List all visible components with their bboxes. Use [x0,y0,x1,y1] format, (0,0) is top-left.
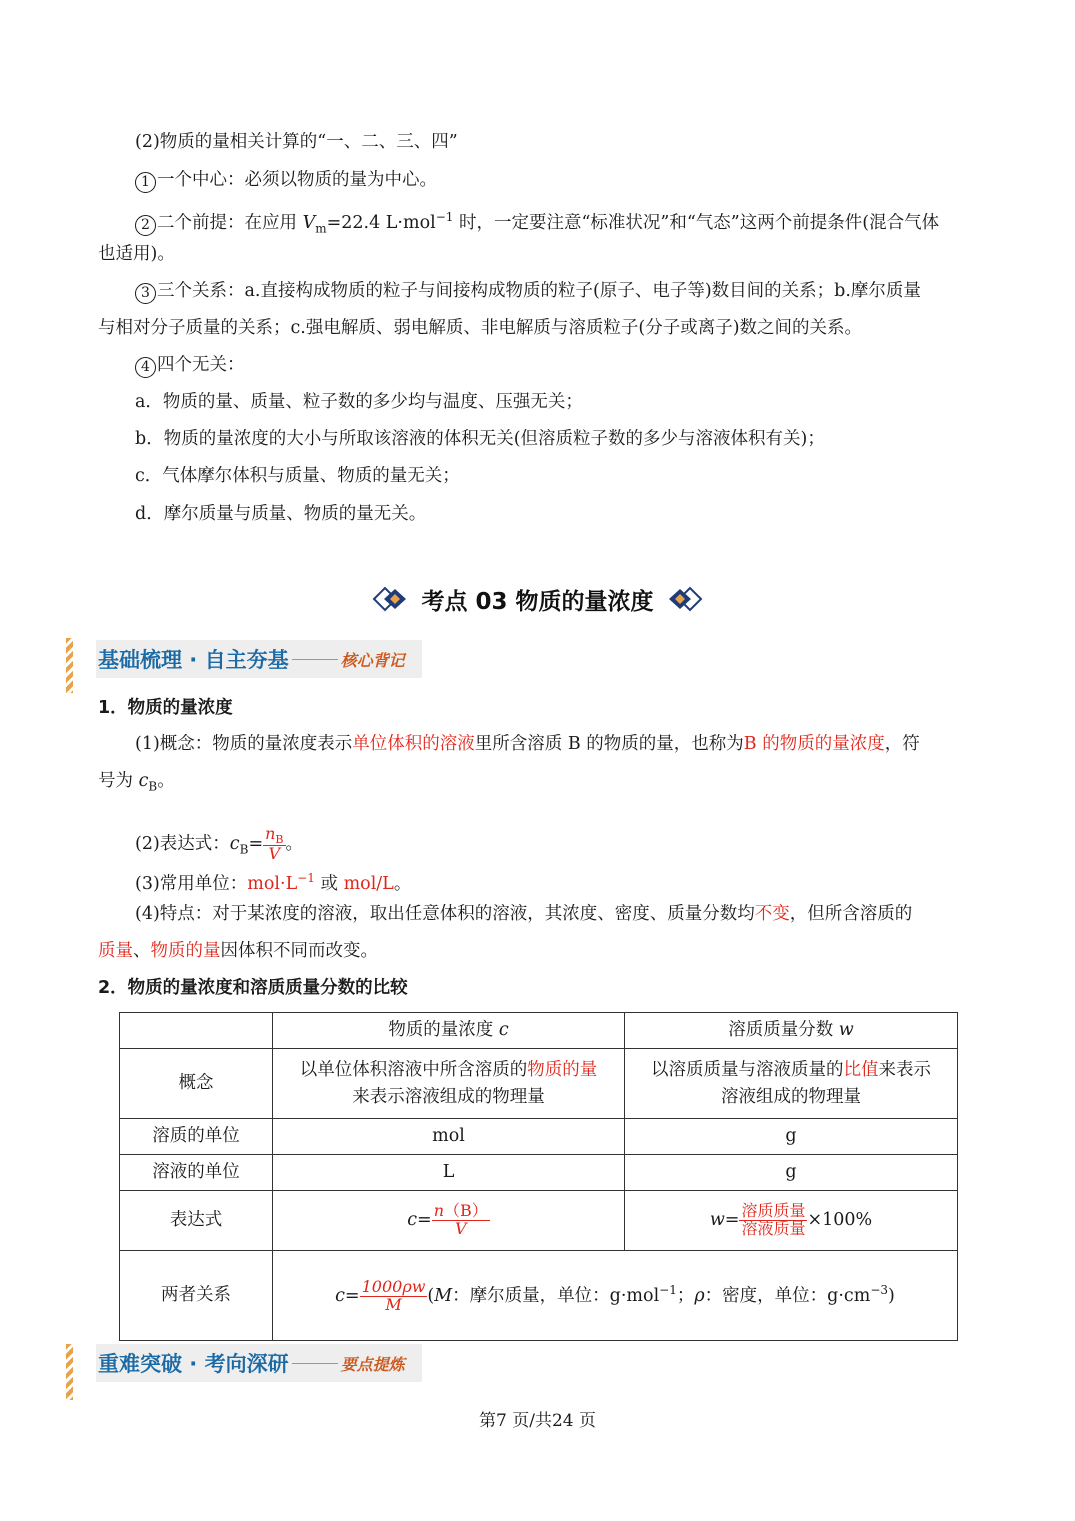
highlight: B 的物质的量浓度 [743,734,885,754]
item-text: 四个无关： [157,355,245,375]
text: 、 [133,941,151,961]
heading-2: 2．物质的量浓度和溶质质量分数的比较 [98,978,408,998]
symbol: ρ [694,1286,705,1307]
text: 物质的量浓度 [388,1020,499,1040]
text: 。 [157,771,175,791]
superscript: −1 [435,210,454,224]
text: 来表示 [878,1059,931,1080]
circled-number: 2 [135,215,156,236]
numerator: 1000ρw [361,1277,426,1297]
text: = [344,1286,360,1307]
item-two [135,205,939,240]
numerator-b: （B） [444,1201,488,1221]
concept-line [135,732,920,756]
table-cell [273,1191,625,1251]
text: 号为 [98,771,139,791]
text: 或 [314,873,344,894]
subitem-b: b．物质的量浓度的大小与所取该溶液的体积无关(但溶质粒子数的多少与溶液体积有关)； [135,429,825,449]
highlight: 质量 [98,941,133,961]
text: ：密度，单位：g·cm [704,1286,871,1307]
table-cell [625,1191,958,1251]
table-row [120,1049,958,1119]
text: 。 [393,873,412,894]
symbol: c [335,1286,345,1307]
heading-1: 1．物质的量浓度 [98,698,233,718]
text: (4)特点：对于某浓度的溶液，取出任意体积的溶液，其浓度、密度、质量分数均 [135,904,755,924]
text: (2)表达式： [135,834,230,854]
circled-number: 4 [135,357,156,378]
table-cell [625,1049,958,1119]
item-three-cont: 与相对分子质量的关系；c.强电解质、弱电解质、非电解质与溶质粒子(分子或离子)数之间的关系。 [98,318,863,338]
section-title: 重难突破 · 考向深研 [98,1352,289,1376]
row-label: 两者关系 [120,1251,273,1341]
row-label: 概念 [120,1049,273,1119]
unit-line [135,866,411,896]
item-one [135,168,437,193]
text: 里所含溶质 B 的物质的量，也称为 [474,734,744,754]
table-row [120,1155,958,1191]
section-subtitle: 核心背记 [340,650,405,670]
table-row [120,1013,958,1049]
text: 以单位体积溶液中所含溶质的 [299,1059,528,1080]
denominator: V [454,1219,467,1238]
item-four [135,353,245,378]
text: (1)概念：物质的量浓度表示 [135,734,353,754]
row-label: 表达式 [120,1191,273,1251]
text: ，符 [884,734,920,754]
text: 以溶质质量与溶液质量的 [651,1059,844,1080]
text: (3)常用单位： [135,873,248,894]
section-title: 基础梳理 · 自主夯基 [98,648,289,672]
fraction [739,1203,807,1238]
symbol: w [709,1210,725,1230]
section-stripe [66,638,73,693]
circled-number: 3 [135,283,156,304]
text: 。 [285,834,304,854]
text: ×100% [807,1210,873,1230]
section-header-difficult [96,1344,422,1382]
text: ( [427,1286,435,1307]
superscript: −3 [870,1283,889,1298]
vm-symbol: V [302,212,316,233]
text: 溶液组成的物理量 [721,1086,861,1107]
highlight: 单位体积的溶液 [352,734,475,754]
item-three [135,279,921,304]
symbol-c: c [229,834,240,854]
topic-banner [0,578,1075,620]
symbol: w [838,1020,854,1040]
denominator: V [268,844,281,864]
highlight: 物质的量 [527,1059,598,1080]
numerator: 溶质质量 [741,1201,806,1221]
section-stripe [66,1344,73,1400]
text: 溶质质量分数 [728,1020,839,1040]
circled-number: 1 [135,172,156,193]
numerator-sub: B [275,832,284,846]
highlight: 物质的量 [150,941,221,961]
table-row [120,1191,958,1251]
symbol: c [407,1210,418,1230]
subitem-c: c．气体摩尔体积与质量、物质的量无关； [135,466,460,486]
item-text: 时，一定要注意“标准状况”和“气态”这两个前提条件(混合气体 [453,212,940,233]
text: ，但所含溶质的 [789,904,913,924]
section-subtitle: 要点提炼 [340,1354,405,1374]
text: = [724,1210,740,1230]
table-header-w [625,1013,958,1049]
subscript: B [239,842,249,857]
text: 来表示溶液组成的物理量 [352,1086,545,1107]
calc-heading: (2)物质的量相关计算的“一、二、三、四” [135,132,458,152]
highlight: mol·L [247,873,298,894]
section-dash [292,1363,338,1364]
diamond-right-icon [664,586,704,612]
item-text: 一个中心：必须以物质的量为中心。 [157,170,437,190]
table-cell: g [625,1119,958,1155]
highlight: mol/L [343,873,394,894]
comparison-table [119,1012,958,1341]
table-cell [273,1251,958,1341]
fraction [432,1203,490,1238]
vm-subscript: m [315,221,327,236]
feature-line-cont [98,939,378,963]
table-row [120,1251,958,1341]
highlight: 不变 [754,904,790,924]
text: 因体积不同而改变。 [220,941,378,961]
table-header-c [273,1013,625,1049]
table-cell: L [273,1155,625,1191]
item-text: 二个前提：在应用 [157,212,303,233]
item-two-cont: 也适用)。 [98,244,175,264]
table-cell: mol [273,1119,625,1155]
table-cell [273,1049,625,1119]
page-footer: 第7 页/共24 页 [479,1411,596,1431]
concept-line-cont [98,769,175,799]
numerator-n: n [433,1201,445,1221]
symbol: M [434,1286,453,1307]
item-text: 三个关系：a.直接构成物质的粒子与间接构成物质的粒子(原子、电子等)数目间的关系；b.摩尔质量 [157,281,921,301]
row-label: 溶质的单位 [120,1119,273,1155]
section-dash [292,659,338,660]
table-cell: g [625,1155,958,1191]
text: ：摩尔质量，单位：g·mol [452,1286,660,1307]
diamond-left-icon [371,586,411,612]
numerator-n: n [265,823,276,843]
denominator: 溶液质量 [741,1219,806,1238]
denominator: M [385,1295,402,1315]
table-row [120,1119,958,1155]
subitem-a: a．物质的量、质量、粒子数的多少均与温度、压强无关； [135,392,583,412]
superscript: −1 [297,871,315,885]
section-header-basics [96,640,422,678]
superscript: −1 [659,1283,677,1298]
text: ； [676,1286,695,1307]
subitem-d: d．摩尔质量与质量、物质的量无关。 [135,504,427,524]
row-label: 溶液的单位 [120,1155,273,1191]
symbol: c [498,1020,509,1040]
topic-title: 考点 03 物质的量浓度 [421,588,654,615]
highlight: 比值 [843,1059,879,1080]
fraction [360,1279,428,1314]
text: ) [888,1286,895,1307]
table-cell [120,1013,273,1049]
symbol-c: c [138,771,149,791]
text: = [248,834,264,854]
text: = [417,1210,432,1230]
subscript: B [148,779,158,794]
item-text: =22.4 L·mol [326,212,436,233]
feature-line [135,902,912,926]
fraction [263,823,285,864]
